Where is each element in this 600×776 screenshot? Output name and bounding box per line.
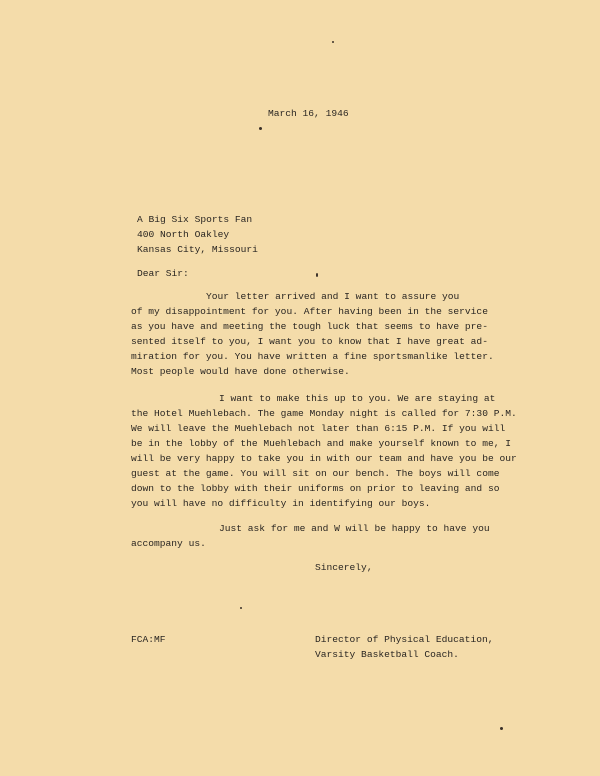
paper-speck [332, 41, 334, 43]
paragraph-1-line: Your letter arrived and I want to assure you [206, 291, 460, 302]
paper-speck [240, 607, 242, 609]
paragraph-3-line: Just ask for me and W will be happy to have you [219, 523, 490, 534]
paragraph-2-line: you will have no difficulty in identifying our boys. [131, 498, 431, 509]
typist-initials: FCA:MF [131, 634, 166, 645]
paragraph-1-line: Most people would have done otherwise. [131, 366, 350, 377]
paragraph-2-line: We will leave the Muehlebach not later than 6:15 P.M. If you will [131, 423, 506, 434]
address-line-2: 400 North Oakley [137, 229, 230, 240]
paragraph-1-line: miration for you. You have written a fine sportsmanlike letter. [131, 351, 494, 362]
address-line-3: Kansas City, Missouri [137, 244, 258, 255]
paragraph-2-line: down to the lobby with their uniforms on prior to leaving and so [131, 483, 500, 494]
paper-speck [316, 273, 318, 277]
paragraph-1-line: sented itself to you, I want you to know that I have great ad- [131, 336, 488, 347]
signature-title-line-2: Varsity Basketball Coach. [315, 649, 459, 660]
paragraph-2-line: I want to make this up to you. We are staying at [219, 393, 496, 404]
paragraph-2-line: will be very happy to take you in with our team and have you be our [131, 453, 517, 464]
signature-title-line-1: Director of Physical Education, [315, 634, 494, 645]
paragraph-1-line: of my disappointment for you. After having been in the service [131, 306, 488, 317]
paragraph-2-line: be in the lobby of the Muehlebach and make yourself known to me, I [131, 438, 511, 449]
paragraph-2-line: the Hotel Muehlebach. The game Monday night is called for 7:30 P.M. [131, 408, 517, 419]
paper-speck [500, 727, 503, 730]
paragraph-2-line: guest at the game. You will sit on our bench. The boys will come [131, 468, 500, 479]
address-line-1: A Big Six Sports Fan [137, 214, 253, 225]
closing: Sincerely, [315, 562, 373, 573]
salutation: Dear Sir: [137, 268, 189, 279]
paragraph-3-line: accompany us. [131, 538, 206, 549]
letter-date: March 16, 1946 [268, 108, 349, 119]
paper-speck [259, 127, 262, 130]
paragraph-1-line: as you have and meeting the tough luck that seems to have pre- [131, 321, 488, 332]
